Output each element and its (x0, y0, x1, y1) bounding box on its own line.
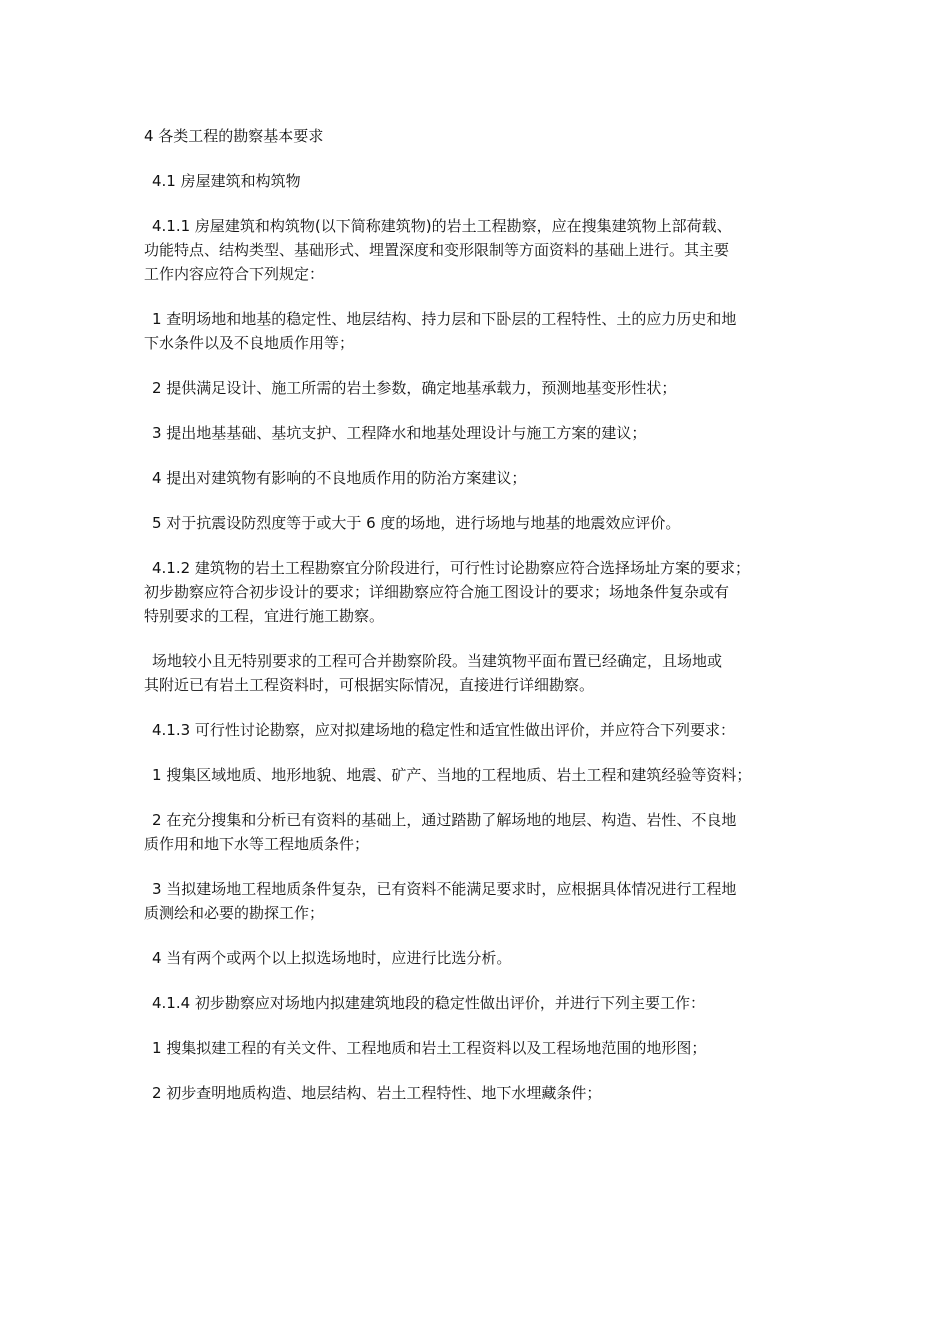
document-body (144, 124, 814, 1105)
paragraph-line: 质测绘和必要的勘探工作； (144, 904, 325, 922)
section-heading-4-1: 4.1 房屋建筑和构筑物 (152, 172, 301, 190)
paragraph-line: 工作内容应符合下列规定： (144, 265, 325, 283)
list-item-4-1-1-5: 5 对于抗震设防烈度等于或大于 6 度的场地，进行场地与地基的地震效应评价。 (152, 514, 681, 532)
paragraph-line: 4.1.1 房屋建筑和构筑物(以下简称建筑物)的岩土工程勘察，应在搜集建筑物上部荷载、 (152, 217, 732, 235)
list-item-4-1-4-1: 1 搜集拟建工程的有关文件、工程地质和岩土工程资料以及工程场地范围的地形图； (152, 1039, 707, 1057)
list-item-4-1-1-3: 3 提出地基基础、基坑支护、工程降水和地基处理设计与施工方案的建议； (152, 424, 647, 442)
paragraph-line: 场地较小且无特别要求的工程可合并勘察阶段。当建筑物平面布置已经确定，且场地或 (152, 652, 723, 670)
paragraph-4-1-2-continued (144, 649, 814, 697)
list-item-4-1-3-2 (144, 808, 814, 856)
paragraph-line: 3 当拟建场地工程地质条件复杂，已有资料不能满足要求时，应根据具体情况进行工程地 (152, 880, 737, 898)
paragraph-line: 下水条件以及不良地质作用等； (144, 334, 355, 352)
paragraph-line: 4.1.2 建筑物的岩土工程勘察宜分阶段进行，可行性讨论勘察应符合选择场址方案的要求； (152, 559, 750, 577)
list-item-4-1-4-2: 2 初步查明地质构造、地层结构、岩土工程特性、地下水埋藏条件； (152, 1084, 602, 1102)
list-item-4-1-1-4: 4 提出对建筑物有影响的不良地质作用的防治方案建议； (152, 469, 527, 487)
paragraph-line: 功能特点、结构类型、基础形式、埋置深度和变形限制等方面资料的基础上进行。其主要 (144, 241, 730, 259)
list-item-4-1-3-1: 1 搜集区域地质、地形地貌、地震、矿产、当地的工程地质、岩土工程和建筑经验等资料； (152, 766, 752, 784)
paragraph-4-1-3: 4.1.3 可行性讨论勘察，应对拟建场地的稳定性和适宜性做出评价，并应符合下列要求： (152, 721, 735, 739)
list-item-4-1-1-2: 2 提供满足设计、施工所需的岩土参数，确定地基承载力，预测地基变形性状； (152, 379, 677, 397)
paragraph-line: 特别要求的工程，宜进行施工勘察。 (144, 607, 385, 625)
paragraph-4-1-4: 4.1.4 初步勘察应对场地内拟建建筑地段的稳定性做出评价，并进行下列主要工作： (152, 994, 705, 1012)
list-item-4-1-1-1 (144, 307, 814, 355)
list-item-4-1-3-3 (144, 877, 814, 925)
paragraph-4-1-1 (144, 214, 814, 286)
paragraph-line: 初步勘察应符合初步设计的要求；详细勘察应符合施工图设计的要求；场地条件复杂或有 (144, 583, 730, 601)
paragraph-line: 其附近已有岩土工程资料时，可根据实际情况，直接进行详细勘察。 (144, 676, 595, 694)
paragraph-line: 1 查明场地和地基的稳定性、地层结构、持力层和下卧层的工程特性、土的应力历史和地 (152, 310, 737, 328)
paragraph-line: 2 在充分搜集和分析已有资料的基础上，通过踏勘了解场地的地层、构造、岩性、不良地 (152, 811, 737, 829)
paragraph-line: 质作用和地下水等工程地质条件； (144, 835, 370, 853)
paragraph-4-1-2 (144, 556, 814, 628)
list-item-4-1-3-4: 4 当有两个或两个以上拟选场地时，应进行比选分析。 (152, 949, 512, 967)
chapter-title: 4 各类工程的勘察基本要求 (144, 127, 324, 145)
